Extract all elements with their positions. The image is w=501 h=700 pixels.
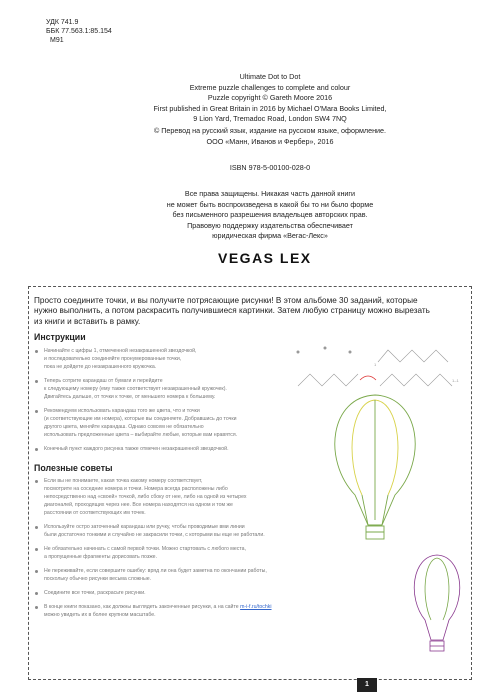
item-line: Теперь сотрите карандаш от бумаги и перейдите	[44, 378, 163, 384]
item-line: и последовательно соединяйте пронумерованные точки,	[44, 356, 182, 362]
item-line: можно увидеть их в более крупном масштабе.	[44, 612, 156, 618]
tip-text: В конце книги показано, как должны выглядеть законченные рисунки, а на сайте	[44, 604, 241, 610]
isbn-text: ISBN 978-5-00100-028-0	[229, 163, 311, 172]
item-line: Не обязательно начинать с самой первой точки. Можно стартовать с любого места,	[44, 546, 246, 552]
udk-line: УДК 741.9	[46, 19, 79, 26]
item-line: к следующему номеру (ему также соответствует незакрашенный кружочек).	[44, 386, 227, 392]
text-line: ООО «Манн, Иванов и Фербер», 2016	[206, 136, 334, 146]
vegas-lex-logo: VEGAS LEX	[218, 250, 312, 266]
diagram-label: 1	[374, 362, 377, 367]
item-line: Не переживайте, если совершите ошибку: вряд ли она будет заметна по окончании работы,	[44, 568, 267, 574]
text-line: Все права защищены. Никакая часть данной книги	[184, 189, 356, 198]
text-line: © Перевод на русский язык, издание на русском языке, оформление.	[153, 126, 387, 135]
text-line: 9 Lion Yard, Tremadoc Road, London SW4 7NQ	[193, 114, 347, 123]
bbk-line: ББК 77.563.1:85.154	[46, 28, 112, 35]
item-line: Двигайтесь дальше, от точки к точке, от меньшего номера к большему.	[44, 394, 216, 400]
intro-line: из книги и вставить в рамку.	[34, 316, 141, 326]
author-mark: М91	[50, 37, 64, 44]
text-line: Puzzle copyright © Gareth Moore 2016	[207, 93, 333, 102]
hot-air-balloon-small	[414, 555, 460, 651]
instructions-heading: Инструкции	[34, 332, 86, 342]
tips-heading: Полезные советы	[34, 463, 113, 473]
item-line: использовать предложенные цвета – выбирайте любые, которые вам нравятся.	[44, 432, 238, 438]
hot-air-balloon-large	[335, 395, 415, 539]
diagram-label: 1–1	[452, 378, 459, 383]
item-line: Конечный пункт каждого рисунка также отмечен незакрашенной звездочкой.	[44, 446, 229, 452]
item-line: расстоянии от соответствующих им точек.	[44, 510, 146, 516]
text-line: First published in Great Britain in 2016 by Michael O'Mara Books Limited,	[153, 103, 387, 113]
item-line: другого цвета, меняйте карандаш. Однако совсем не обязательно	[44, 424, 204, 430]
text-line: без письменного разрешения владельцев авторских прав.	[172, 210, 368, 219]
website-link[interactable]: m-i-f.ru/tochki	[240, 604, 272, 610]
page-number: 1	[357, 678, 377, 692]
text-line: не может быть воспроизведена в какой бы то ни было форме	[166, 199, 374, 209]
item-line: Начинайте с цифры 1, отмеченной незакрашенной звездочкой,	[44, 348, 197, 354]
text-line: Extreme puzzle challenges to complete and colour	[189, 82, 351, 92]
item-line: диагоналей, проходящих через нее. Все номера находятся на одном и том же	[44, 502, 233, 508]
example-dots-row-2	[298, 374, 459, 386]
item-line: Соедините все точки, раскрасьте рисунки.	[44, 590, 146, 596]
intro-line: Просто соедините точки, и вы получите потрясающие рисунки! В этом альбоме 30 заданий, которые	[34, 296, 418, 305]
item-line: посмотрите на соседние номера и точки. Номера всегда расположены либо	[44, 486, 228, 492]
item-line: непосредственно над «своей» точкой, либо сбоку от нее, либо на одной из четырех	[44, 494, 247, 500]
text-line: Правовую поддержку издательства обеспечивает	[187, 220, 353, 230]
item-line: поскольку обычно рисунки весьма сложные.	[44, 576, 152, 582]
intro-line: нужно выполнить, а потом раскрасить получившиеся картинки. Затем любую страницу можно вырезать	[34, 306, 430, 316]
item-line: пока не дойдете до незакрашенного кружочка.	[44, 364, 157, 370]
text-line: юридическая фирма «Вегас-Лекс»	[212, 231, 328, 240]
item-line: Используйте остро заточенный карандаш или ручку, чтобы проводимые вми линии	[44, 524, 245, 530]
item-line: были достаточно тонкими и случайно не закрасили точки, с которыми вы еще не работали.	[44, 532, 265, 538]
example-dots-row-1	[297, 347, 448, 367]
item-line: а пропущенные фрагменты дорисовать позже.	[44, 554, 158, 560]
item-line: (и соответствующие им номера), которые вы соединяете. Добравшись до точки	[44, 416, 237, 422]
text-line: Ultimate Dot to Dot	[239, 72, 301, 81]
item-line: Рекомендуем использовать карандаш того же цвета, что и точки	[44, 408, 200, 414]
item-line: Если вы не понимаете, какая точка какому номеру соответствует,	[44, 478, 203, 484]
